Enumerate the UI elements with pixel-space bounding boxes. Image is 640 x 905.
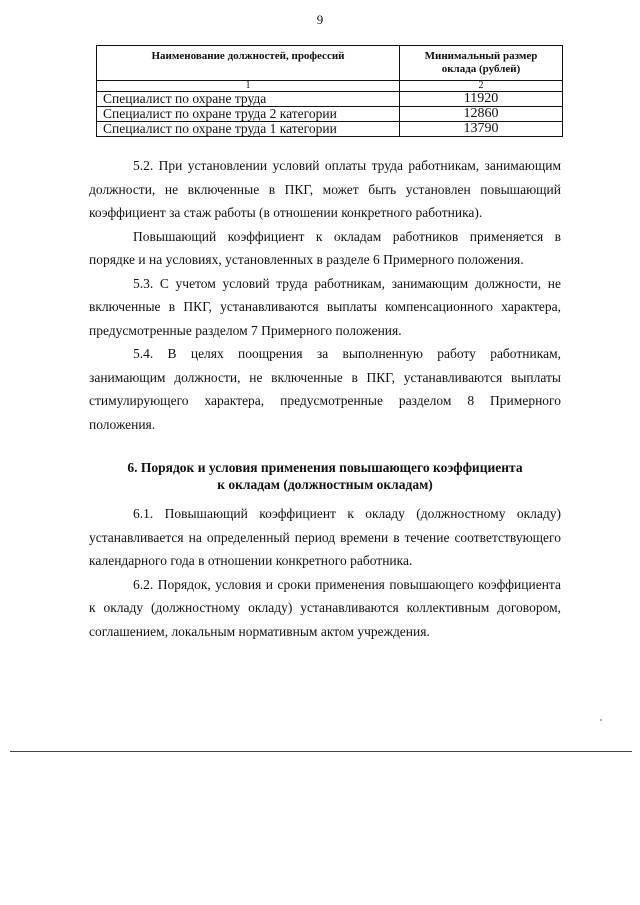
table-header-row — [97, 46, 563, 81]
table-row — [97, 92, 563, 107]
salary-table — [96, 45, 563, 137]
table-row — [97, 122, 563, 137]
column-number-1: 1 — [97, 81, 400, 92]
position-name: Специалист по охране труда 2 категории — [97, 107, 400, 122]
section-5-text — [89, 154, 561, 436]
salary-value: 11920 — [400, 92, 563, 107]
page-number: 9 — [316, 12, 324, 27]
paragraph-5-4: 5.4. В целях поощрения за выполненную работу работникам, занимающим должности, не включенные в ПКГ, устанавливаются выплаты стимулирующего характера, предусмотренные разделом 8 Примерного положения. — [89, 346, 561, 432]
paragraph-6-2: 6.2. Порядок, условия и сроки применения повышающего коэффициента к окладу (должностному окладу) устанавливаются коллективным договором, соглашением, локальным нормативным актом учреждения. — [89, 576, 561, 639]
paragraph-5-2-cont: Повышающий коэффициент к окладам работников применяется в порядке и на условиях, установленных в разделе 6 Примерного положения. — [89, 228, 561, 267]
bottom-rule — [10, 751, 632, 752]
section-6-text — [89, 502, 561, 643]
header-min-salary: Минимальный размер оклада (рублей) — [400, 46, 563, 81]
column-number-2: 2 — [400, 81, 563, 92]
table-row — [97, 107, 563, 122]
heading-line-2: к окладам (должностным окладам) — [217, 477, 433, 492]
section-6-heading — [89, 459, 561, 493]
scan-speck — [600, 719, 602, 721]
position-name: Специалист по охране труда — [97, 92, 400, 107]
paragraph-5-2: 5.2. При установлении условий оплаты труда работникам, занимающим должности, не включенные в ПКГ, может быть установлен повышающий коэффициент за стаж работы (в отношении конкретного работника). — [89, 158, 561, 220]
header-positions: Наименование должностей, профессий — [97, 46, 400, 81]
salary-value: 13790 — [400, 122, 563, 137]
paragraph-6-1: 6.1. Повышающий коэффициент к окладу (должностному окладу) устанавливается на определенный период времени в течение соответствующего календарного года в отношении конкретного работника. — [89, 506, 561, 568]
column-number-row — [97, 81, 563, 92]
paragraph-5-3: 5.3. С учетом условий труда работникам, занимающим должности, не включенные в ПКГ, устанавливаются выплаты компенсационного характера, предусмотренные разделом 7 Примерного положения. — [89, 275, 561, 338]
heading-line-1: 6. Порядок и условия применения повышающего коэффициента — [127, 460, 523, 475]
salary-value: 12860 — [400, 107, 563, 122]
position-name: Специалист по охране труда 1 категории — [97, 122, 400, 137]
